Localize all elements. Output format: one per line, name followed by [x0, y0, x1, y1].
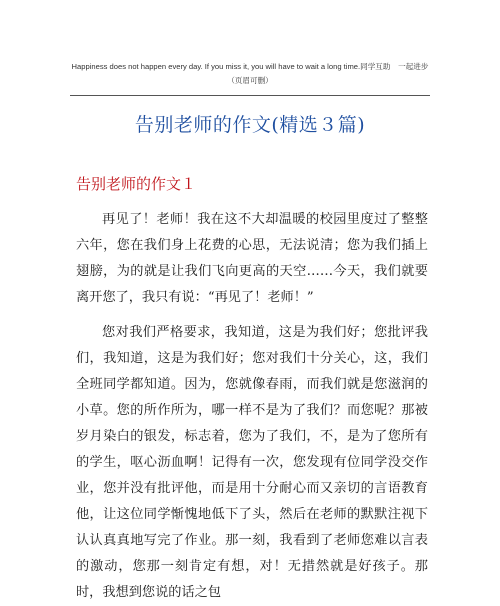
- section-heading: 告别老师的作文１: [76, 175, 197, 193]
- paragraph: 您对我们严格要求，我知道，这是为我们好；您批评我们，我知道，这是为我们好；您对我们十分关心，这，我们全班同学都知道。因为，您就像春雨，而我们就是您滋润的小草。您的所作所为，哪一样不是为了我们？而您呢？那被岁月染白的银发，标志着，您为了我们，不，是为了您所有的学生，呕心沥血啊！记得有一次，您发现有位同学没交作业，您并没有批评他，而是用十分耐心而又亲切的言语教育他，让这位同学惭愧地低下了头，然后在老师的默默注视下认认真真地写完了作业。那一刻，我看到了老师您难以言表的激动，您那一刻肯定有想，对！无措然就是好孩子。那时，我想到您说的话之包: [76, 325, 428, 600]
- header-divider: [70, 95, 430, 96]
- paragraph: 再见了！老师！我在这不大却温暖的校园里度过了整整六年，您在我们身上花费的心思，无法说清；您为我们插上翅膀，为的就是让我们飞向更高的天空……今天，我们就要离开您了，我只有说：“再见了！老师！”: [76, 212, 428, 305]
- document-title: 告别老师的作文(精选３篇): [134, 114, 366, 136]
- page-header: Happiness does not happen every day. If you miss it, you will have to wait a long time.同学互助 一起进步（页眉可删）: [71, 62, 429, 85]
